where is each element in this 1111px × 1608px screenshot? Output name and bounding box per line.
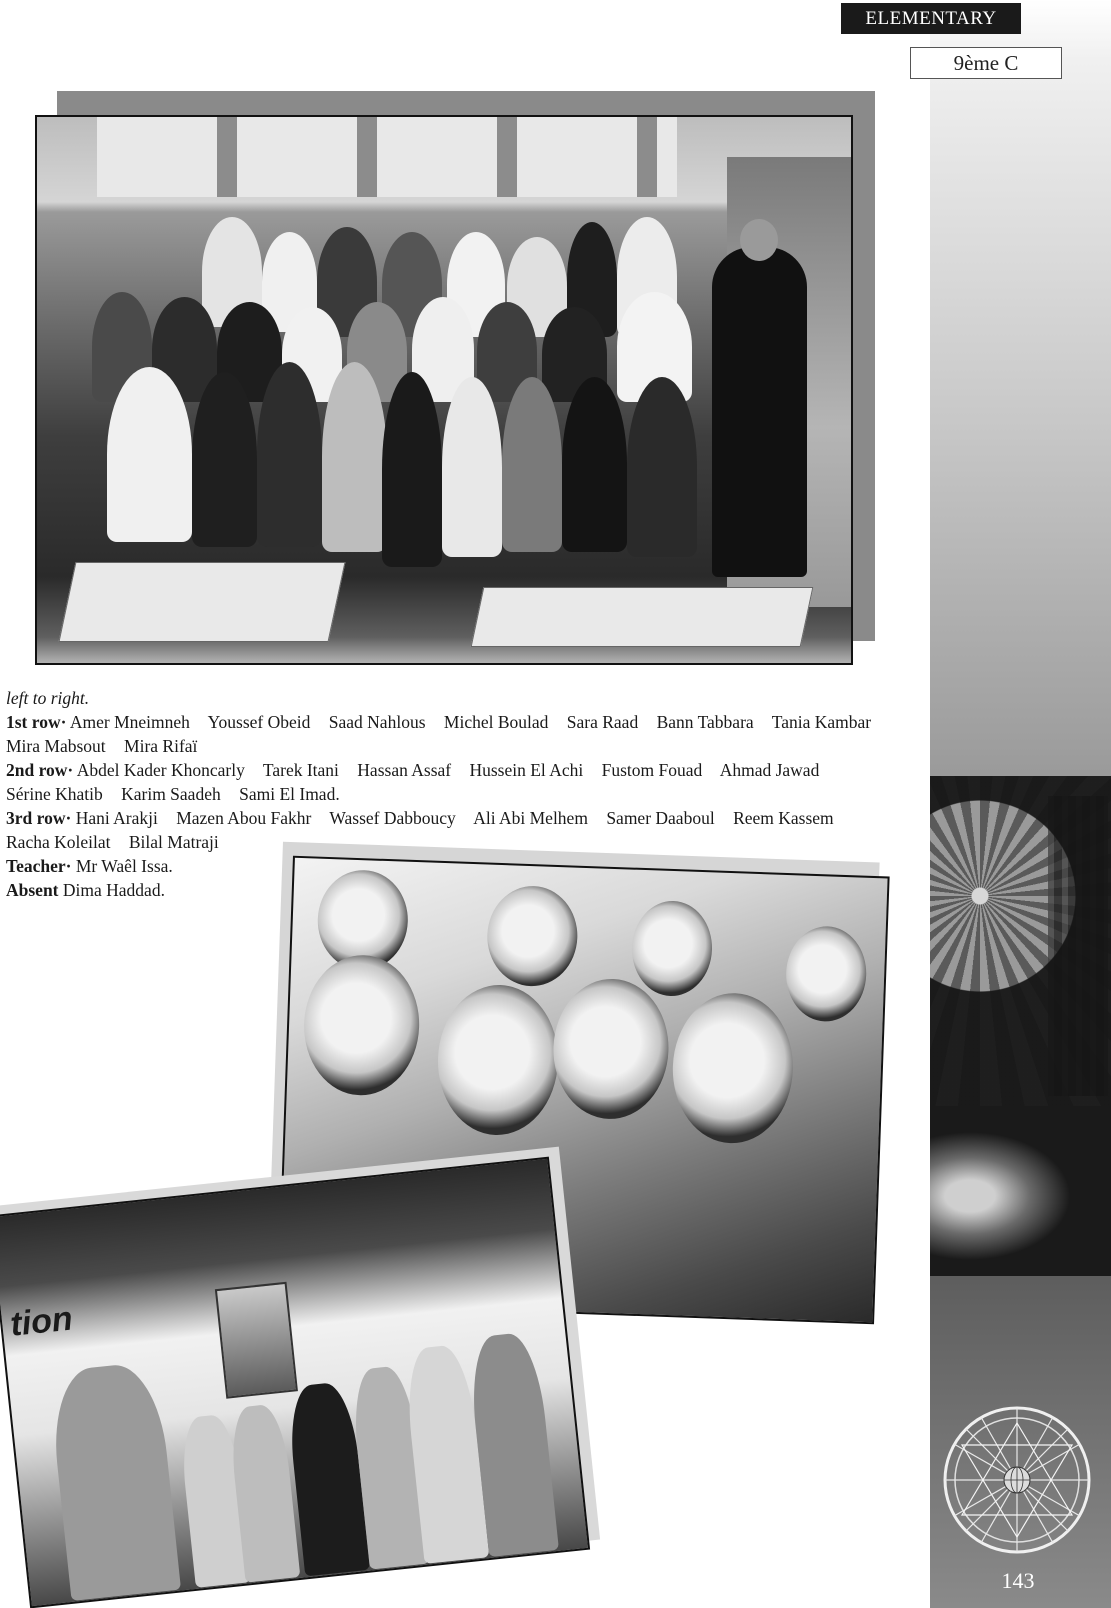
name-list (76, 808, 848, 828)
class-photo (35, 115, 853, 665)
student-figure (502, 377, 562, 552)
clock-tower-photo (930, 776, 1111, 1276)
row-label: 1st row· (6, 712, 67, 732)
absent-label: Absent (6, 880, 59, 900)
student-name: Amer Mneimneh (69, 712, 190, 732)
caption-intro: left to right. (6, 688, 90, 708)
student-figure (562, 377, 627, 552)
photo-blur (930, 1106, 1111, 1276)
student-name: Hassan Assaf (357, 760, 452, 780)
student-face (630, 900, 713, 998)
student-figure (322, 362, 387, 552)
student-name: Samer Daaboul (606, 808, 715, 828)
student-name: Tania Kambar (771, 712, 872, 732)
name-list (6, 734, 886, 758)
adult-figure (48, 1361, 181, 1601)
teacher-label: Teacher· (6, 856, 72, 876)
student-figure (442, 377, 502, 557)
book-fair-photo (0, 1157, 590, 1608)
student-face (670, 991, 795, 1145)
student-figure (382, 372, 442, 567)
student-face (486, 885, 579, 988)
student-name: Tarek Itani (262, 760, 339, 780)
student-name: Saad Nahlous (328, 712, 426, 732)
class-tag: 9ème C (910, 47, 1062, 79)
student-face (435, 983, 560, 1137)
student-name: Michel Boulad (443, 712, 549, 732)
section-tag: ELEMENTARY (841, 3, 1021, 34)
student-face (302, 953, 422, 1097)
student-name: Ahmad Jawad (719, 760, 820, 780)
fair-poster (215, 1282, 298, 1399)
teacher-name: Mr Waêl Issa. (75, 856, 173, 876)
student-name: Abdel Kader Khoncarly (76, 760, 245, 780)
student-name: Mira Rifaï (124, 736, 198, 756)
teacher-figure (712, 247, 807, 577)
caption-row-2 (6, 758, 886, 806)
fair-sign: tion (8, 1299, 75, 1344)
student-name: Racha Koleilat (6, 832, 111, 852)
student-face (551, 977, 671, 1121)
page-number: 143 (1001, 1568, 1035, 1593)
student-name: Bilal Matraji (128, 832, 219, 852)
student-name: Sami El Imad. (239, 784, 340, 804)
row-label: 3rd row· (6, 808, 72, 828)
student-figure (107, 367, 192, 542)
student-name: Ali Abi Melhem (473, 808, 588, 828)
student-name: Hani Arakji (75, 808, 158, 828)
student-name: Youssef Obeid (207, 712, 311, 732)
student-figure (257, 362, 322, 547)
caption-row-1 (6, 710, 886, 758)
student-name: Fustom Fouad (601, 760, 703, 780)
row-label: 2nd row· (6, 760, 74, 780)
name-list (6, 782, 886, 806)
student-figure (627, 377, 697, 557)
student-name: Mira Mabsout (6, 736, 106, 756)
student-name: Hussein El Achi (469, 760, 584, 780)
student-name: Sara Raad (566, 712, 639, 732)
classroom-desk (471, 587, 814, 647)
student-face (785, 925, 868, 1023)
student-name: Sérine Khatib (6, 784, 103, 804)
absent-name: Dima Haddad. (62, 880, 165, 900)
student-name: Reem Kassem (733, 808, 834, 828)
student-name: Mazen Abou Fakhr (176, 808, 312, 828)
classroom-desk (58, 562, 345, 642)
student-name: Wassef Dabboucy (329, 808, 456, 828)
student-name: Bann Tabbara (656, 712, 754, 732)
bulletin-board (97, 117, 677, 197)
student-figure (192, 372, 257, 547)
name-list (77, 760, 834, 780)
student-name: Karim Saadeh (121, 784, 221, 804)
name-list (70, 712, 885, 732)
zodiac-wheel-icon (942, 1405, 1092, 1555)
